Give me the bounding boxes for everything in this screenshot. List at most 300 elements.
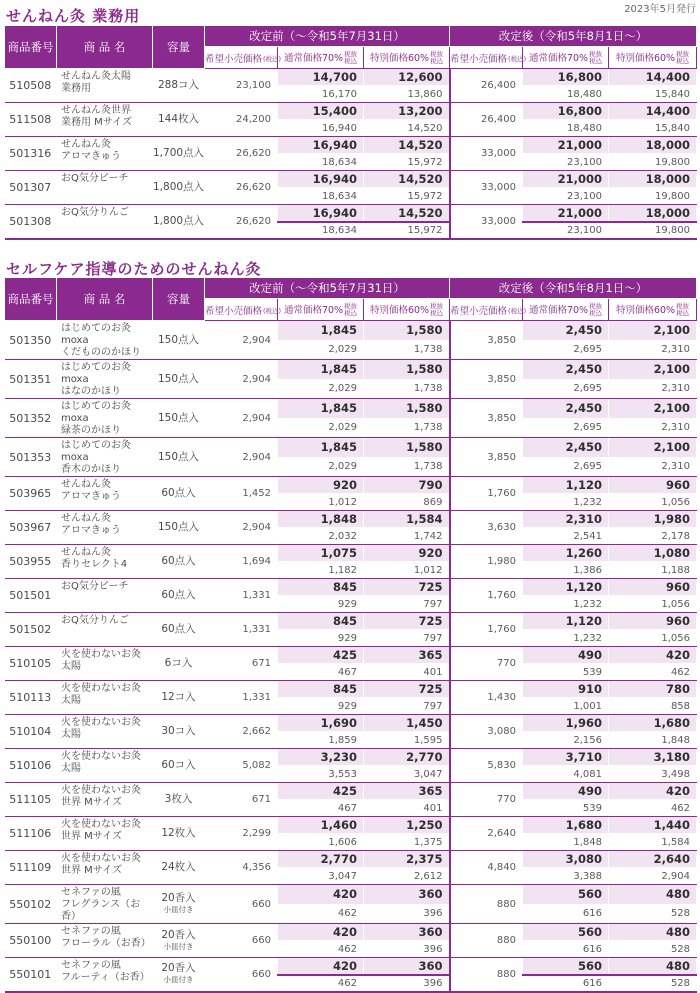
after-price-60-tax: 1,584 [609,834,697,851]
product-name-line1: 火を使わないお灸 [61,751,141,762]
product-name-line1: せんねん灸太陽 [61,71,131,82]
before-msrp: 23,100 [205,69,278,103]
after-price-70: 1,260 [523,545,609,562]
after-price-70: 2,450 [523,399,609,419]
after-price-60: 960 [609,477,697,494]
product-qty [153,477,205,511]
before-price-60-tax: 3,047 [364,766,450,783]
after-price-70: 1,960 [523,715,609,732]
after-msrp: 3,080 [450,715,523,749]
product-name [57,360,153,399]
before-msrp: 2,904 [205,438,278,477]
before-price-70: 845 [278,579,364,596]
after-msrp: 880 [450,924,523,958]
before-price-60: 1,580 [364,360,450,380]
product-name-line2: 太陽 [61,763,81,774]
qty-value: 60点入 [161,589,196,601]
product-name-line1: 火を使わないお灸 [61,717,141,728]
after-price-70: 3,710 [523,749,609,766]
before-msrp: 2,904 [205,399,278,438]
before-price-70-tax: 2,029 [278,379,364,399]
table-row [5,851,697,868]
product-name-line2: 太陽 [61,661,81,672]
product-name [57,137,153,171]
after-price-60-tax: 2,178 [609,528,697,545]
product-name-line1: おQ気分りんご [61,207,129,218]
after-price-70: 2,450 [523,438,609,458]
product-name-line2: くだもののかほり [61,347,141,358]
after-price-70: 2,450 [523,360,609,380]
table-row [5,171,697,188]
product-code: 501307 [5,171,57,205]
before-price-70-tax: 18,634 [278,154,364,171]
product-name [57,749,153,783]
subheader-p60-after [609,47,697,69]
before-price-60-tax: 1,595 [364,732,450,749]
after-price-60: 1,080 [609,545,697,562]
subheader-label: 特別価格60% [369,304,430,316]
qty-value: 20香入 [161,928,196,941]
before-price-60: 360 [364,924,450,941]
product-name [57,438,153,477]
after-price-70-tax: 616 [523,975,609,992]
before-price-70: 420 [278,885,364,905]
after-price-60-tax: 2,310 [609,457,697,477]
before-price-70-tax: 467 [278,664,364,681]
qty-value: 3枚入 [164,793,193,805]
table-row [5,924,697,941]
product-name [57,681,153,715]
after-price-60-tax: 462 [609,800,697,817]
subheader-p60-after [609,299,697,321]
qty-value: 60点入 [161,487,196,499]
subheader-label: 通常価格70% [528,304,589,316]
product-code: 511105 [5,783,57,817]
qty-note: 小皿付き [163,975,194,985]
product-name-line1: おQ気分ピーチ [61,173,129,184]
table-row [5,69,697,86]
before-price-70-tax: 1,859 [278,732,364,749]
subheader-msrp [450,47,527,69]
qty-value: 150点入 [157,521,200,533]
after-price-60-tax: 1,056 [609,630,697,647]
before-price-70: 15,400 [278,103,364,120]
table-row [5,321,697,341]
before-price-70-tax: 929 [278,596,364,613]
product-code: 550101 [5,958,57,992]
table-row [5,783,697,800]
before-price-70: 920 [278,477,364,494]
after-price-60: 2,100 [609,438,697,458]
qty-value: 150点入 [157,333,200,346]
before-price-60-tax: 401 [364,800,450,817]
section-title-business: せんねん灸 業務用 [6,7,141,25]
header-name: 商 品 名 [57,26,153,69]
subheader-p70-after [523,299,609,321]
qty-value: 24枚入 [161,861,196,873]
after-price-70-tax: 2,695 [523,379,609,399]
before-msrp: 660 [205,924,278,958]
before-price-60: 2,770 [364,749,450,766]
after-msrp: 770 [450,783,523,817]
subheader-p60 [364,47,450,69]
qty-note: 小皿付き [163,905,194,914]
product-name-line2: フローラル（お香） [61,938,151,949]
after-price-70-tax: 3,388 [523,868,609,885]
before-price-70: 845 [278,681,364,698]
before-price-60: 365 [364,647,450,664]
product-name-line2: 太陽 [61,695,81,706]
after-msrp: 1,760 [450,477,523,511]
before-price-60: 1,450 [364,715,450,732]
qty-value: 150点入 [157,411,200,424]
product-name-line1: セネファの風 [61,926,121,937]
before-msrp: 2,662 [205,715,278,749]
after-price-60-tax: 19,800 [609,222,697,239]
header-qty: 容量 [153,26,205,69]
tax-note: 税抜 税込 [589,302,603,318]
after-price-70-tax: 2,541 [523,528,609,545]
product-name-line1: 火を使わないお灸 [61,819,141,830]
table-row [5,958,697,975]
product-name-line2: 緑茶のかほり [61,425,121,436]
subheader-label: 希望小売価格 [450,53,508,65]
after-price-70-tax: 1,848 [523,834,609,851]
before-price-60-tax: 869 [364,494,450,511]
before-price-70-tax: 18,634 [278,222,364,239]
product-code: 510113 [5,681,57,715]
after-price-70: 560 [523,924,609,941]
product-name-line2: アロマきゅう [61,151,121,162]
subheader-msrp [205,47,282,69]
subheader-label: 特別価格60% [369,52,430,64]
product-name [57,924,153,958]
before-price-60-tax: 401 [364,664,450,681]
after-price-70: 21,000 [523,205,609,222]
product-qty [153,69,205,103]
header-after: 改定後（令和5年8月1日〜） [450,278,697,299]
product-qty [153,438,205,477]
subheader-label: 希望小売価格 [205,53,263,65]
after-price-60: 480 [609,885,697,905]
before-msrp: 2,299 [205,817,278,851]
product-name [57,783,153,817]
product-name [57,958,153,992]
after-price-60: 2,100 [609,399,697,419]
product-code: 550102 [5,885,57,924]
after-price-70-tax: 2,695 [523,418,609,438]
header-after: 改定後（令和5年8月1日〜） [450,26,697,47]
after-price-70-tax: 23,100 [523,154,609,171]
after-msrp: 3,630 [450,511,523,545]
after-price-70-tax: 2,695 [523,457,609,477]
subheader-p70 [278,299,364,321]
before-price-60: 1,250 [364,817,450,834]
qty-value: 20香入 [161,962,196,975]
product-name [57,69,153,103]
qty-value: 12コ入 [161,691,196,703]
after-price-70: 1,120 [523,477,609,494]
product-name [57,103,153,137]
before-msrp: 24,200 [205,103,278,137]
product-qty [153,399,205,438]
after-price-70: 2,450 [523,321,609,341]
product-name-line1: せんねん灸 [61,139,111,150]
before-price-60-tax: 1,738 [364,457,450,477]
after-price-70-tax: 18,480 [523,120,609,137]
product-code: 510508 [5,69,57,103]
product-name-line1: 火を使わないお灸 [61,683,141,694]
tax-note: 税抜 税込 [589,50,603,66]
after-price-70: 2,310 [523,511,609,528]
after-price-70-tax: 4,081 [523,766,609,783]
after-price-60-tax: 3,498 [609,766,697,783]
product-qty [153,103,205,137]
after-price-60-tax: 528 [609,975,697,992]
product-name-line2: フレグランス（お香） [61,899,141,922]
product-qty [153,958,205,992]
product-name-line2: 香木のかほり [61,464,121,475]
after-price-70: 21,000 [523,137,609,154]
before-price-70-tax: 1,182 [278,562,364,579]
qty-value: 1,800点入 [153,181,205,193]
after-price-60: 14,400 [609,69,697,86]
before-price-60: 1,580 [364,438,450,458]
after-price-60: 1,440 [609,817,697,834]
product-code: 501351 [5,360,57,399]
after-price-60: 960 [609,579,697,596]
price-table-business [4,25,697,240]
qty-value: 60点入 [161,555,196,567]
product-qty [153,783,205,817]
after-price-70-tax: 1,001 [523,698,609,715]
product-name-line1: おQ気分りんご [61,615,129,626]
product-name-line2: アロマきゅう [61,491,121,502]
product-name-line2: 業務用 [61,83,91,94]
after-msrp: 26,400 [450,69,523,103]
price-table-selfcare [4,277,697,993]
after-msrp: 33,000 [450,171,523,205]
after-price-70-tax: 1,232 [523,596,609,613]
table-row [5,360,697,380]
product-name-line1: はじめてのお灸 moxa [61,401,131,424]
product-name-line2: 世界 Mサイズ [61,797,123,808]
after-price-60: 1,980 [609,511,697,528]
before-price-60-tax: 1,738 [364,379,450,399]
product-name-line1: 火を使わないお灸 [61,785,141,796]
before-price-70-tax: 462 [278,904,364,924]
table-row [5,749,697,766]
product-name-line2: アロマきゅう [61,525,121,536]
before-price-60: 13,200 [364,103,450,120]
product-name-line1: はじめてのお灸 moxa [61,323,131,346]
before-price-60: 2,375 [364,851,450,868]
after-price-70-tax: 1,386 [523,562,609,579]
product-name-line1: おQ気分ピーチ [61,581,129,592]
before-msrp: 1,452 [205,477,278,511]
before-price-60-tax: 1,742 [364,528,450,545]
before-price-60-tax: 797 [364,630,450,647]
after-price-70-tax: 616 [523,904,609,924]
before-price-70: 16,940 [278,205,364,222]
header-before: 改定前（〜令和5年7月31日） [205,26,450,47]
before-price-70-tax: 2,029 [278,457,364,477]
before-price-70-tax: 3,047 [278,868,364,885]
product-qty [153,205,205,239]
product-code: 501316 [5,137,57,171]
header-qty: 容量 [153,278,205,321]
after-msrp: 33,000 [450,205,523,239]
subheader-msrp [450,299,527,321]
table-row [5,817,697,834]
before-msrp: 26,620 [205,171,278,205]
before-price-70: 16,940 [278,137,364,154]
after-price-60: 2,100 [609,321,697,341]
before-price-70-tax: 462 [278,941,364,958]
before-msrp: 1,694 [205,545,278,579]
product-qty [153,681,205,715]
after-msrp: 33,000 [450,137,523,171]
after-price-60: 18,000 [609,171,697,188]
before-msrp: 1,331 [205,579,278,613]
after-price-60-tax: 19,800 [609,154,697,171]
header-code: 商品番号 [5,26,57,69]
after-msrp: 880 [450,958,523,992]
product-code: 501352 [5,399,57,438]
before-price-70: 1,460 [278,817,364,834]
before-price-70-tax: 929 [278,698,364,715]
after-price-60: 960 [609,613,697,630]
after-price-70-tax: 2,695 [523,340,609,360]
header-before: 改定前（〜令和5年7月31日） [205,278,450,299]
tax-note-msrp: (税込) [508,306,527,315]
before-price-70: 1,848 [278,511,364,528]
after-price-60-tax: 2,310 [609,379,697,399]
tax-note: 税抜 税込 [676,50,690,66]
after-price-60-tax: 2,310 [609,418,697,438]
after-price-70: 1,120 [523,579,609,596]
after-price-60-tax: 2,904 [609,868,697,885]
before-price-70: 1,690 [278,715,364,732]
before-price-70-tax: 3,553 [278,766,364,783]
tax-note-msrp: (税込) [508,54,527,63]
before-price-60: 725 [364,613,450,630]
after-price-60: 480 [609,924,697,941]
before-price-60-tax: 2,612 [364,868,450,885]
before-price-70: 425 [278,783,364,800]
after-price-70: 1,680 [523,817,609,834]
after-price-70-tax: 539 [523,800,609,817]
product-code: 501308 [5,205,57,239]
before-msrp: 1,331 [205,681,278,715]
product-qty [153,885,205,924]
product-name [57,321,153,360]
section-title-selfcare: セルフケア指導のためのせんねん灸 [6,260,262,278]
after-msrp: 5,830 [450,749,523,783]
before-price-60: 14,520 [364,205,450,222]
table-row [5,681,697,698]
after-price-70: 490 [523,647,609,664]
before-price-60-tax: 396 [364,904,450,924]
after-price-60: 3,180 [609,749,697,766]
product-qty [153,749,205,783]
product-name [57,851,153,885]
subheader-label: 特別価格60% [615,52,676,64]
before-price-70: 420 [278,924,364,941]
product-qty [153,137,205,171]
before-price-60: 725 [364,681,450,698]
after-msrp: 880 [450,885,523,924]
product-name-line1: せんねん灸世界 [61,105,131,116]
subheader-label: 通常価格70% [283,304,344,316]
product-name-line1: はじめてのお灸 moxa [61,362,131,385]
table-row [5,438,697,458]
before-price-60: 1,584 [364,511,450,528]
product-qty [153,579,205,613]
after-price-70-tax: 23,100 [523,222,609,239]
after-price-60-tax: 1,848 [609,732,697,749]
product-code: 510104 [5,715,57,749]
before-price-70-tax: 18,634 [278,188,364,205]
product-name-line2: 太陽 [61,729,81,740]
table-row [5,545,697,562]
table-row [5,885,697,905]
subheader-p70 [278,47,364,69]
before-price-70-tax: 1,012 [278,494,364,511]
before-price-70-tax: 467 [278,800,364,817]
after-msrp: 1,430 [450,681,523,715]
after-msrp: 2,640 [450,817,523,851]
before-price-70: 1,845 [278,321,364,341]
before-msrp: 2,904 [205,360,278,399]
after-price-60: 2,100 [609,360,697,380]
after-price-70-tax: 1,232 [523,494,609,511]
before-price-70-tax: 2,029 [278,418,364,438]
after-price-70: 3,080 [523,851,609,868]
table-row [5,103,697,120]
product-name-line2: はなのかほり [61,386,121,397]
product-code: 501353 [5,438,57,477]
product-qty [153,851,205,885]
after-msrp: 3,850 [450,438,523,477]
before-msrp: 671 [205,647,278,681]
subheader-label: 希望小売価格 [450,305,508,317]
subheader-label: 特別価格60% [615,304,676,316]
subheader-msrp [205,299,282,321]
before-price-60: 1,580 [364,399,450,419]
product-name [57,579,153,613]
product-code: 501502 [5,613,57,647]
before-msrp: 671 [205,783,278,817]
product-name-line1: せんねん灸 [61,513,111,524]
before-price-70: 16,940 [278,171,364,188]
after-price-70: 490 [523,783,609,800]
before-price-60-tax: 15,972 [364,188,450,205]
product-name [57,477,153,511]
product-name [57,205,153,239]
product-name-line2: 香りセレクト4 [61,559,128,570]
table-row [5,477,697,494]
product-code: 510105 [5,647,57,681]
before-price-60-tax: 15,972 [364,222,450,239]
product-name [57,817,153,851]
before-price-60-tax: 15,972 [364,154,450,171]
after-price-70-tax: 539 [523,664,609,681]
after-price-70: 560 [523,885,609,905]
table-row [5,205,697,222]
before-price-60-tax: 797 [364,698,450,715]
before-price-70: 1,845 [278,438,364,458]
